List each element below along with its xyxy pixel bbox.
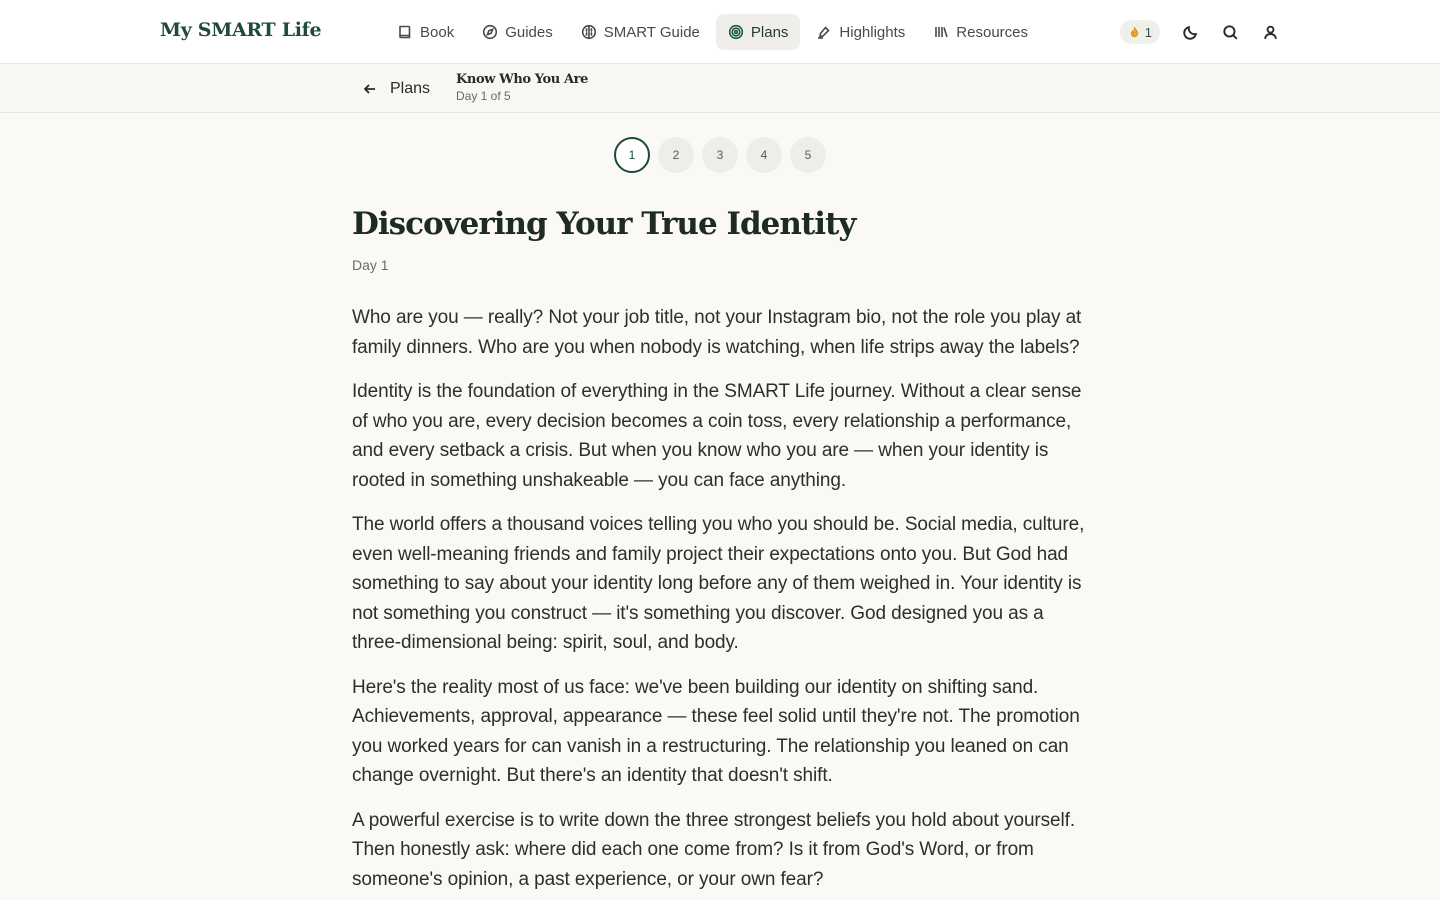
day-step-2[interactable]: 2 [658,137,694,173]
back-to-plans-button[interactable] [362,77,430,101]
article-paragraph: Here's the reality most of us face: we've been building our identity on shifting sand. Achievements, approval, appearance — these feel solid until they're not. The promotion you worked years for can vanish in a restructuring. The relationship you leaned on can change overnight. But there's an identity that doesn't shift. [352,676,1080,786]
page-title: Discovering Your True Identity [352,206,856,242]
target-icon [728,24,744,40]
theme-toggle-button[interactable] [1180,22,1200,42]
plan-progress: Day 1 of 5 [456,89,511,103]
day-step-5[interactable]: 5 [790,137,826,173]
day-article [352,205,1092,900]
search-icon [1222,24,1239,41]
search-button[interactable] [1220,22,1240,42]
flame-icon [1128,26,1141,39]
streak-count: 1 [1144,24,1152,40]
day-stepper [614,137,826,173]
nav-item-highlights[interactable] [804,14,917,50]
day-label: Day 1 [352,257,389,273]
book-icon [397,24,413,40]
nav-actions [1120,18,1280,46]
nav-item-label: Guides [505,23,553,41]
nav-item-smart-guide[interactable] [569,14,712,50]
article-paragraph: A powerful exercise is to write down the three strongest beliefs you hold about yourself. Then honestly ask: where did each one come from? Is it from God's Word, or from someone's opinion, a past experience, or your own fear? [352,809,1075,890]
nav-item-label: SMART Guide [603,23,700,41]
article-paragraph: Who are you — really? Not your job title, not your Instagram bio, not the role you play at family dinners. Who are you when nobody is watching, when life strips away the labels? [352,307,1082,358]
nav-item-label: Resources [956,23,1028,41]
plan-subheader [0,65,1440,113]
brand-logo[interactable]: My SMART Life [160,19,322,41]
plan-info [456,72,588,103]
moon-icon [1182,24,1199,41]
plan-title: Know Who You Are [456,72,588,87]
back-label: Plans [390,80,431,97]
account-button[interactable] [1260,22,1280,42]
article-body [352,303,1092,894]
nav-item-plans[interactable] [716,14,801,50]
day-step-3[interactable]: 3 [702,137,738,173]
day-step-4[interactable]: 4 [746,137,782,173]
article-paragraph: The world offers a thousand voices telling you who you should be. Social media, culture, even well-meaning friends and family project their expectations onto you. But God had something to say about your identity long before any of them weighed in. Your identity is not something you construct — it's something you discover. God designed you as a three-dimensional being: spirit, soul, and body. [352,514,1085,653]
user-icon [1262,24,1279,41]
compass-icon [482,24,498,40]
main-nav [385,14,1040,50]
article-paragraph: Identity is the foundation of everything in the SMART Life journey. Without a clear sense of who you are, every decision becomes a coin toss, every relationship a performance, and every setback a crisis. But when you know who you are — when your identity is rooted in something unshakeable — you can face anything. [352,381,1082,491]
nav-item-label: Book [420,23,455,41]
nav-item-book[interactable] [385,14,466,50]
brain-icon [581,24,597,40]
library-icon [933,24,949,40]
arrow-left-icon [362,81,378,97]
day-step-1[interactable]: 1 [614,137,650,173]
nav-item-label: Plans [750,23,789,41]
nav-item-guides[interactable] [470,14,565,50]
nav-item-resources[interactable] [921,14,1040,50]
streak-badge[interactable] [1120,20,1160,44]
nav-item-label: Highlights [839,23,906,41]
top-navigation [0,0,1440,64]
highlighter-icon [816,24,832,40]
